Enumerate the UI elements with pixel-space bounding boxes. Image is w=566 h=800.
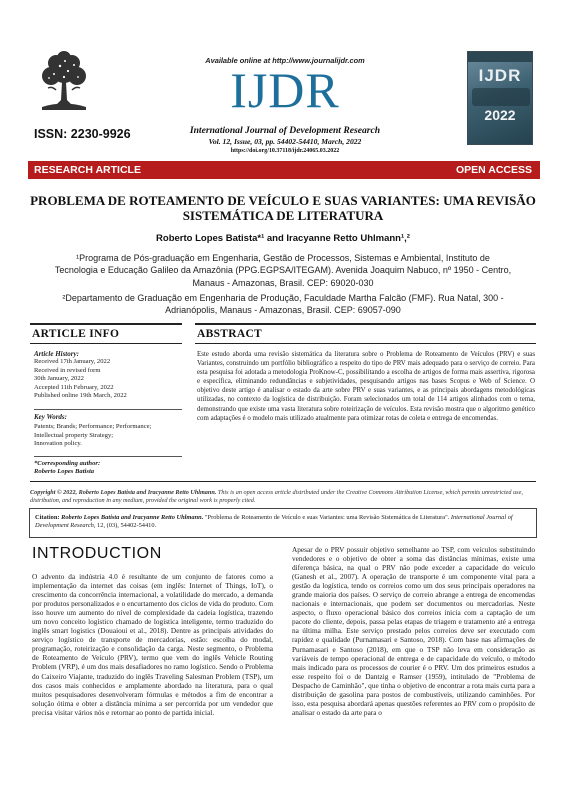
journal-volume: Vol. 12, Issue, 03, pp. 54402-54410, March, 2022 bbox=[208, 137, 362, 146]
citation-label: Citation: bbox=[35, 514, 60, 521]
authors: Roberto Lopes Batista*¹ and Iracyanne Retto Uhlmann¹,² bbox=[156, 233, 410, 244]
history-label: Article History: bbox=[34, 350, 79, 358]
history-item: Published online 19th March, 2022 bbox=[34, 392, 127, 400]
intro-left-column: O advento da indústria 4.0 é resultante de um conjunto de fatores como a implementação da internet das coisas (em inglês: Internet of Things, IoT), o crescimento da concorrência internacional, a volatilidade do mercado, a demanda por produtos personalizados e o encurtamento dos ciclos de vida do produto. Com isso houve um aumento do nível de complexidade da cadeia logística, trazendo um novo conceito logístico chamado de logística inteligente, termo traduzido do inglês smart logistics (Douaioui et al., 2018). Dentre as principais atividades do serviço logístico de transporte de mercadorias, estão: escolha do modal, programação, roteirização e consolidação da carga. Neste segmento, o Problema de Roteamento de Veículo (PRV), termo que vem do inglês Vehicle Routing Problem (VRP), é um dos mais desafiadores no ramo logístico. Sendo o Problema do Caixeiro Viajante, traduzido do inglês Traveling Salesman Problem (TSP), um dos casos mais conhecidos e amplamente abordado na literatura, para o qual muitos pesquisadores desenvolveram fórmulas e métodos a fim de encontrar a solução ótima e obter a distância mínima a ser percorrida por um vendedor que precisa visitar vários nós e retornar ao ponto de partida inicial. bbox=[32, 572, 273, 717]
journal-name: International Journal of Development Research bbox=[189, 125, 381, 136]
research-article-label: RESEARCH ARTICLE bbox=[34, 164, 141, 176]
keyword-line: Innovation policy. bbox=[34, 440, 82, 448]
affiliation-2: ²Departamento de Graduação em Engenharia de Produção, Faculdade Martha Falcão (FMF). Rua Natal, 300 - Adrianópolis, Manaus - Amazonas, Brasil. CEP: 69057-090 bbox=[62, 293, 504, 316]
keywords-block bbox=[34, 413, 182, 449]
available-online-link[interactable]: Available online at http://www.journalijdr.com bbox=[205, 56, 365, 65]
citation-box bbox=[29, 508, 537, 538]
copyright-notice bbox=[30, 489, 536, 505]
history-item: Accepted 11th February, 2022 bbox=[34, 383, 114, 391]
title-line-2: SISTEMÁTICA DE LITERATURA bbox=[182, 208, 384, 223]
introduction-heading: INTRODUCTION bbox=[32, 545, 162, 562]
abstract-heading: ABSTRACT bbox=[197, 328, 263, 340]
cover-year: 2022 bbox=[484, 107, 516, 123]
doi-link[interactable]: https://doi.org/10.37118/ijdr.24065.03.2022 bbox=[230, 148, 340, 154]
abstract-text: Este estudo aborda uma revisão sistemática da literatura sobre o Problema de Roteamento de Veículos (PRV) e suas Variantes, construindo um portfólio bibliográfico a respeito do tipo de PRV mais adequado para o serviço de correio. Para esta pesquisa foi adotada a metodologia ProKnow-C, possibilitando a escolha de artigos de forma mais assertiva, rigorosa e específica, eliminando redundâncias e subjetividades, pesquisando artigos nas bases Scopus e Web of Science. O objetivo deste artigo é analisar o estado da arte sobre PRV e suas variantes, e as principais abordagens metodológicas utilizadas, no contexto da logística de distribuição. Foram selecionados um total de 114 artigos alinhados com o tema, demonstrando que existe uma vasta literatura sobre roteirização de veículos. Esta revisão mostra que o algoritmo genético com adaptações é o modelo mais utilizado atualmente para otimizar rotas de coleta e entrega de encomendas. bbox=[197, 351, 535, 422]
copyright-text: This is an open access article distributed under the Creative Commons Attribution License, which permits unrestricted use, distribution, and reproduction in any medium, provided the original work is properly cited. bbox=[30, 489, 523, 504]
history-item: Received 17th January, 2022 bbox=[34, 358, 111, 366]
copyright-holder: Copyright © 2022, Roberto Lopes Batista and Iracyanne Retto Uhlmann. bbox=[30, 489, 217, 496]
abstract-rule bbox=[195, 323, 536, 325]
article-info-rule bbox=[30, 323, 182, 325]
keywords-label: Key Words: bbox=[34, 413, 67, 421]
article-title bbox=[30, 193, 536, 223]
section-rule bbox=[30, 481, 536, 482]
abstract-rule-2 bbox=[195, 343, 536, 344]
publisher-tree-logo bbox=[34, 50, 94, 112]
affiliation-1: ¹Programa de Pós-graduação em Engenharia, Gestão de Processos, Sistemas e Ambiental, Instituto de Tecnologia e Educação Galileo da Amazônia (PPG.EGPSA/ITEGAM). Avenida Joaquim Nabuco, nº 1950 - Centro, Manaus - Amazonas, Brasil. CEP: 69020-030 bbox=[54, 253, 512, 288]
citation-authors: Roberto Lopes Batista and Iracyanne Retto Uhlmann. bbox=[59, 514, 204, 521]
cover-title: IJDR bbox=[478, 66, 522, 85]
journal-logo: IJDR bbox=[230, 62, 340, 118]
journal-cover-image bbox=[467, 51, 533, 145]
corresponding-name: Roberto Lopes Batista bbox=[34, 468, 95, 476]
article-info-heading: ARTICLE INFO bbox=[32, 328, 120, 340]
article-type-banner bbox=[28, 161, 540, 179]
corresponding-label: *Corresponding author: bbox=[34, 460, 101, 467]
citation-title: "Problema de Roteamento de Veículo e suas Variantes: uma Revisão Sistemática de Literatura". bbox=[203, 514, 451, 521]
open-access-label: OPEN ACCESS bbox=[455, 164, 532, 176]
article-info-rule-2 bbox=[30, 343, 182, 344]
intro-right-column: Apesar de o PRV possuir objetivo semelhante ao TSP, com veículos substituindo vendedores e o objetivo de obter a soma das distâncias mínimas, existe uma diferença básica, na qual o PRV não pode exceder a capacidade do veículo (Ganesh et al., 2007). A operação de transporte é um componente vital para a gestão da logística, tendo os correios como um dos seus principais operadores na grande maioria dos países. O serviço de correio abrange a entrega de encomendas nacionais e internacionais, que podem ser documentos ou mercadorias. Neste aspecto, o fluxo operacional básico dos correios inicia com a captação de um pacote do cliente, depois, passa pelas etapas de triagem e tratamento até a entrega na última milha. Este serviço prestado pelos correios deve ser executado com rapidez e qualidade (Purnamasari e Santoso, 2018). Com base nas afirmações de Purnamasari e Santoso (2018), em que o TSP não leva em consideração as variáveis de tempo operacional de entrega e de capacidade do veículo, o método mais indicado para os processos de courier é o PRV. Um dos primeiros estudos a esse respeito foi o de Dantzig e Ramser (1959), intitulado de "Problema de Despacho de Caminhão", que tinha o objetivo de encontrar a rota mais curta para a distribuição de gasolina para postos de combustíveis, utilizando caminhões. Por isso, esta pesquisa abordará apenas questões referentes ao PRV com o propósito de analisar o estado da arte para o bbox=[292, 545, 535, 717]
corresponding-author bbox=[34, 460, 182, 477]
title-line-1: PROBLEMA DE ROTEAMENTO DE VEÍCULO E SUAS VARIANTES: UMA REVISÃO bbox=[30, 193, 536, 208]
citation-tail: , 12, (03), 54402-54410. bbox=[93, 522, 157, 530]
keyword-line: Patents; Brands; Performance; Performance; bbox=[34, 423, 152, 431]
citation-journal: International Journal of Development Research bbox=[35, 514, 513, 530]
history-item: Received in revised form bbox=[34, 366, 101, 374]
history-item: 30th January, 2022 bbox=[34, 375, 84, 383]
article-history bbox=[34, 350, 182, 400]
info-divider bbox=[34, 409, 182, 410]
keyword-line: Intellectual property Strategy; bbox=[34, 431, 114, 439]
info-divider bbox=[34, 456, 182, 457]
issn: ISSN: 2230-9926 bbox=[34, 127, 131, 141]
